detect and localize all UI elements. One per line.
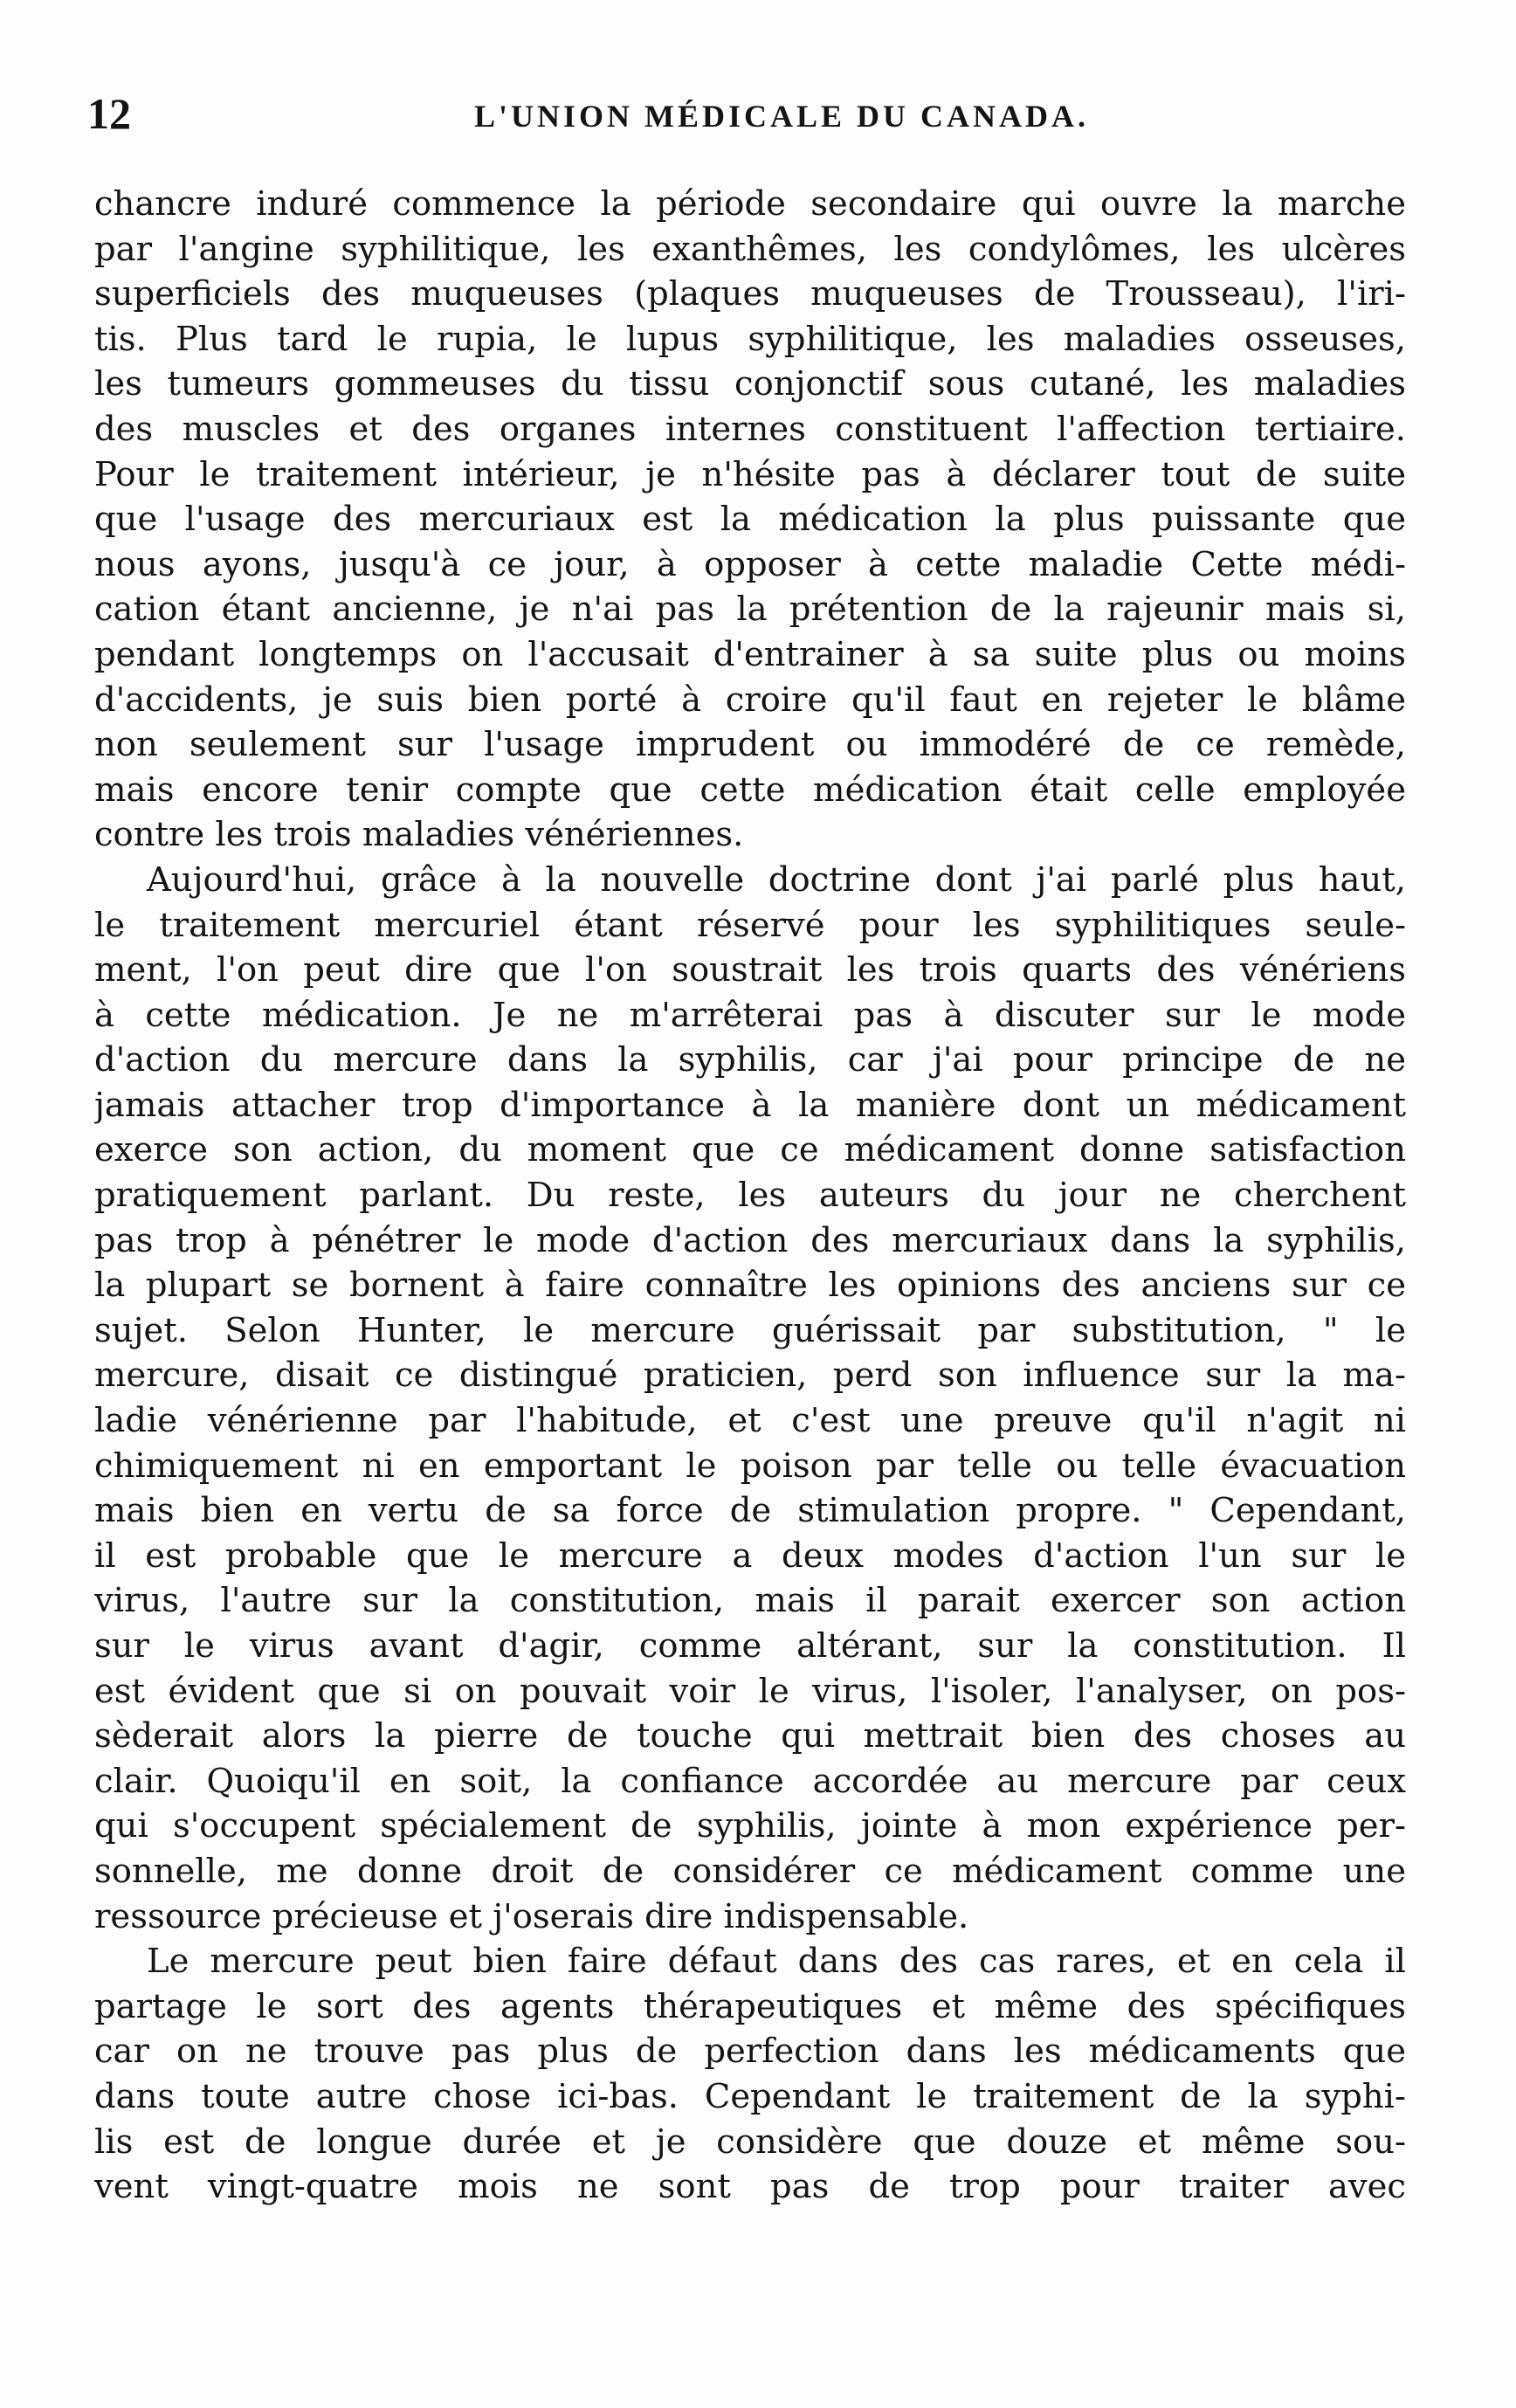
text-line: d'accidents, je suis bien porté à croire qu'il faut en rejeter le blâme — [94, 680, 1406, 720]
journal-title: L'UNION MÉDICALE DU CANADA. — [473, 99, 1090, 134]
text-line: mais bien en vertu de sa force de stimulation propre. " Cependant, — [94, 1491, 1406, 1531]
text-line: car on ne trouve pas plus de perfection dans les médicaments que — [94, 2032, 1406, 2072]
text-line: mais encore tenir compte que cette médication était celle employée — [94, 769, 1406, 810]
text-line: lis est de longue durée et je considère que douze et même sou- — [94, 2122, 1406, 2162]
text-line: chancre induré commence la période secondaire qui ouvre la marche — [94, 184, 1406, 224]
text-line: cation étant ancienne, je n'ai pas la prétention de la rajeunir mais si, — [94, 590, 1406, 630]
text-line: d'action du mercure dans la syphilis, car j'ai pour principe de ne — [94, 1040, 1406, 1080]
text-line: sèderait alors la pierre de touche qui mettrait bien des choses au — [94, 1716, 1406, 1756]
text-line: il est probable que le mercure a deux modes d'action l'un sur le — [94, 1535, 1406, 1576]
text-line: Le mercure peut bien faire défaut dans des cas rares, et en cela il — [147, 1942, 1406, 1982]
text-line: non seulement sur l'usage imprudent ou immodéré de ce remède, — [94, 725, 1406, 765]
text-line: le traitement mercuriel étant réservé pour les syphilitiques seule- — [94, 905, 1406, 945]
text-line: les tumeurs gommeuses du tissu conjonctif sous cutané, les maladies — [94, 364, 1406, 404]
text-line: mercure, disait ce distingué praticien, perd son influence sur la ma- — [94, 1356, 1406, 1396]
running-head — [87, 87, 1415, 140]
text-line: par l'angine syphilitique, les exanthêmes, les condylômes, les ulcères — [94, 229, 1406, 269]
text-line: exerce son action, du moment que ce médicament donne satisfaction — [94, 1130, 1406, 1170]
text-line: ment, l'on peut dire que l'on soustrait les trois quarts des vénériens — [94, 950, 1406, 990]
text-line: ressource précieuse et j'oserais dire indispensable. — [94, 1896, 969, 1936]
text-line: jamais attacher trop d'importance à la manière dont un médicament — [94, 1085, 1406, 1125]
text-line: dans toute autre chose ici-bas. Cependant le traitement de la syphi- — [94, 2076, 1406, 2116]
text-line: à cette médication. Je ne m'arrêterai pas à discuter sur le mode — [94, 995, 1406, 1035]
text-line: sonnelle, me donne droit de considérer ce médicament comme une — [94, 1851, 1406, 1891]
text-line: contre les trois maladies vénériennes. — [94, 815, 744, 855]
text-line: sujet. Selon Hunter, le mercure guérissait par substitution, " le — [94, 1310, 1406, 1350]
text-line: qui s'occupent spécialement de syphilis, jointe à mon expérience per- — [94, 1806, 1406, 1846]
text-line: tis. Plus tard le rupia, le lupus syphilitique, les maladies osseuses, — [94, 319, 1406, 359]
text-line: clair. Quoiqu'il en soit, la confiance accordée au mercure par ceux — [94, 1761, 1406, 1801]
body-text — [94, 182, 1406, 2210]
text-line: Aujourd'hui, grâce à la nouvelle doctrine dont j'ai parlé plus haut, — [147, 859, 1406, 900]
text-line: superficiels des muqueuses (plaques muqueuses de Trousseau), l'iri- — [94, 274, 1406, 314]
text-line: sur le virus avant d'agir, comme altérant, sur la constitution. Il — [94, 1626, 1406, 1666]
page-number: 12 — [87, 89, 131, 138]
text-line: Pour le traitement intérieur, je n'hésite pas à déclarer tout de suite — [94, 454, 1406, 494]
text-line: pendant longtemps on l'accusait d'entrainer à sa suite plus ou moins — [94, 634, 1406, 674]
text-line: nous ayons, jusqu'à ce jour, à opposer à cette maladie Cette médi- — [94, 544, 1406, 584]
text-line: chimiquement ni en emportant le poison par telle ou telle évacuation — [94, 1445, 1406, 1486]
text-line: partage le sort des agents thérapeutiques et même des spécifiques — [94, 1986, 1406, 2026]
text-line: pratiquement parlant. Du reste, les auteurs du jour ne cherchent — [94, 1176, 1406, 1216]
text-line: est évident que si on pouvait voir le virus, l'isoler, l'analyser, on pos- — [94, 1671, 1406, 1711]
text-line: virus, l'autre sur la constitution, mais il parait exercer son action — [94, 1581, 1406, 1621]
text-line: que l'usage des mercuriaux est la médication la plus puissante que — [94, 500, 1406, 540]
text-line: pas trop à pénétrer le mode d'action des mercuriaux dans la syphilis, — [94, 1220, 1406, 1260]
text-line: vent vingt-quatre mois ne sont pas de trop pour traiter avec — [94, 2167, 1406, 2207]
text-line: la plupart se bornent à faire connaître les opinions des anciens sur ce — [94, 1266, 1406, 1306]
text-line: ladie vénérienne par l'habitude, et c'est une preuve qu'il n'agit ni — [94, 1401, 1406, 1441]
text-line: des muscles et des organes internes constituent l'affection tertiaire. — [94, 409, 1406, 449]
